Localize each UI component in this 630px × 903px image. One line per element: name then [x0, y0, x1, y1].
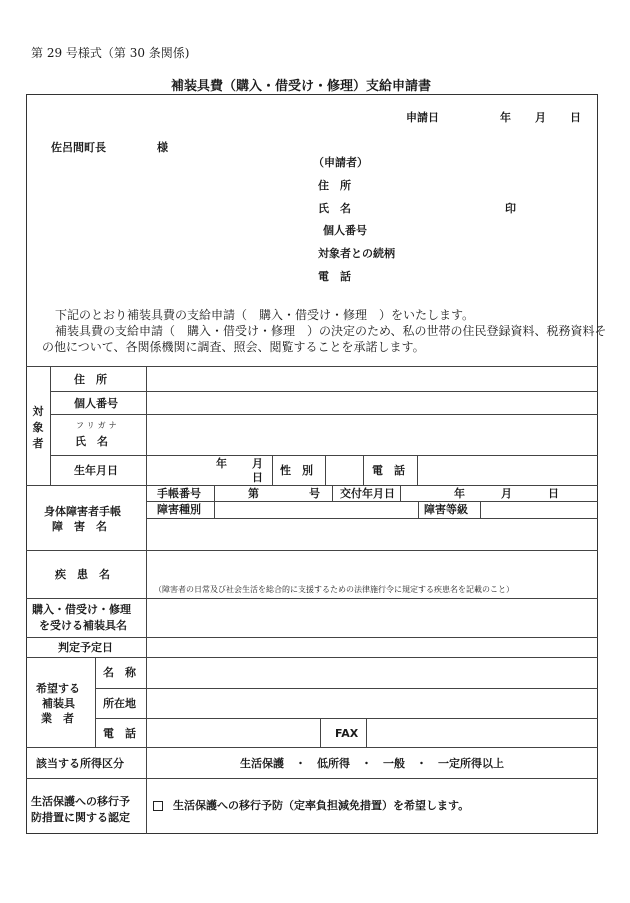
vendor-phone-label: 電 話: [103, 727, 136, 740]
form-number: 第 29 号様式（第 30 条関係): [31, 46, 190, 60]
rule-vendor-group-column: [95, 657, 96, 747]
applicant-heading: （申請者）: [313, 156, 368, 169]
subject-group-label: 対象者: [32, 405, 44, 450]
applicant-address-label: 住 所: [318, 179, 351, 192]
income-label: 該当する所得区分: [36, 757, 124, 770]
statement-line-2: 補装具費の支給申請（ 購入・借受け・修理 ）の決定のため、私の世帯の住民登録資料、税務資料そ: [55, 324, 607, 338]
applicant-phone-label: 電 話: [318, 270, 351, 283]
rule-income-top: [26, 747, 598, 748]
vendor-label-2: 補装具: [42, 697, 75, 710]
applicant-relationship-label: 対象者との続柄: [318, 247, 395, 260]
rule-subject-top: [26, 366, 598, 367]
application-year-label: 年: [500, 111, 511, 124]
vendor-label-3: 業 者: [41, 712, 74, 725]
rule-vendor-fax: [366, 718, 367, 747]
rule-hb-4: [418, 501, 419, 518]
vendor-label-1: 希望する: [36, 682, 80, 695]
rule-birth-4: [417, 455, 418, 485]
seal-label: 印: [505, 202, 516, 215]
vendor-fax-label: FAX: [335, 727, 359, 740]
statement-line-1: 下記のとおり補装具費の支給申請（ 購入・借受け・修理 ）をいたします。: [55, 308, 475, 322]
rule-hb-2: [332, 485, 333, 501]
statement-line-3: の他について、各関係機関に調査、照会、閲覧することを承諾します。: [42, 340, 425, 354]
form-title: 補装具費（購入・借受け・修理）支給申請書: [171, 79, 432, 94]
rule-subject-2: [50, 414, 598, 415]
birth-month-label: 月: [252, 457, 263, 470]
income-options: 生活保護 ・ 低所得 ・ 一般 ・ 一定所得以上: [240, 757, 504, 770]
subject-personal-number-label: 個人番号: [74, 397, 118, 410]
rule-hb-5: [480, 501, 481, 518]
rule-hb-1: [214, 485, 215, 518]
rule-handbook-top: [26, 485, 598, 486]
rule-label-column: [146, 366, 147, 834]
subject-name-label: 氏 名: [75, 435, 108, 448]
subject-furigana-label: フリガナ: [76, 421, 120, 430]
rule-vendor-2: [95, 718, 598, 719]
handbook-issue-date-label: 交付年月日: [340, 487, 395, 500]
addressee-honorific: 様: [157, 141, 168, 154]
handbook-grade-label: 障害等級: [424, 503, 468, 516]
addressee: 佐呂間町長: [51, 141, 106, 154]
rule-subject-1: [50, 391, 598, 392]
subject-address-label: 住 所: [74, 373, 107, 386]
handbook-label-1: 身体障害者手帳: [44, 505, 121, 518]
judgement-date-label: 判定予定日: [58, 641, 113, 654]
application-day-label: 日: [570, 111, 581, 124]
device-label-1: 購入・借受け・修理: [32, 603, 131, 616]
handbook-go-label: 号: [309, 487, 320, 500]
rule-vendor-phone: [320, 718, 321, 747]
application-month-label: 月: [535, 111, 546, 124]
handbook-number-label: 手帳番号: [157, 487, 201, 500]
rule-birth-3: [363, 455, 364, 485]
vendor-location-label: 所在地: [103, 697, 136, 710]
handbook-dai-label: 第: [248, 487, 259, 500]
disease-label: 疾 患 名: [55, 568, 110, 581]
transition-checkbox[interactable]: [153, 801, 163, 811]
application-date-label: 申請日: [406, 111, 439, 124]
rule-judgement-top: [26, 637, 598, 638]
rule-handbook-2: [146, 518, 598, 519]
applicant-name-label: 氏 名: [318, 202, 351, 215]
handbook-label-2: 障 害 名: [52, 520, 107, 533]
vendor-name-label: 名 称: [103, 666, 136, 679]
birth-day-label: 日: [252, 471, 263, 484]
rule-disease-top: [26, 550, 598, 551]
rule-vendor-top: [26, 657, 598, 658]
handbook-issue-year-label: 年: [454, 487, 465, 500]
rule-transition-top: [26, 778, 598, 779]
transition-label-2: 防措置に関する認定: [31, 811, 130, 824]
handbook-issue-day-label: 日: [548, 487, 559, 500]
rule-birth-1: [272, 455, 273, 485]
subject-birthdate-label: 生年月日: [74, 464, 118, 477]
rule-subject-group-column: [50, 366, 51, 485]
disease-note: （障害者の日常及び社会生活を総合的に支援するための法律施行令に規定する疾患名を記載のこと）: [154, 585, 514, 594]
handbook-type-label: 障害種別: [157, 503, 201, 516]
subject-gender-label: 性 別: [280, 464, 313, 477]
handbook-issue-month-label: 月: [501, 487, 512, 500]
transition-checkbox-text: 生活保護への移行予防（定率負担減免措置）を希望します。: [173, 799, 470, 812]
rule-birth-2: [325, 455, 326, 485]
rule-hb-3: [400, 485, 401, 501]
subject-phone-label: 電 話: [372, 464, 405, 477]
rule-subject-3: [50, 455, 598, 456]
transition-label-1: 生活保護への移行予: [31, 795, 130, 808]
device-label-2: を受ける補装具名: [39, 619, 127, 632]
rule-vendor-1: [95, 688, 598, 689]
applicant-personal-number-label: 個人番号: [323, 224, 367, 237]
rule-device-top: [26, 598, 598, 599]
birth-year-label: 年: [216, 457, 227, 470]
